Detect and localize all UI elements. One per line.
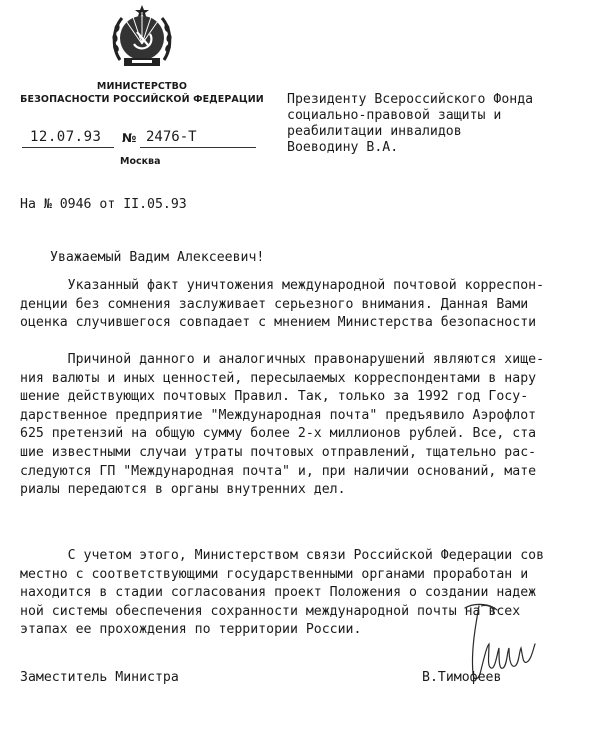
- text-line: этапах ее прохождения по территории России.: [20, 622, 362, 638]
- text-line: дарственное предприятие "Международная почта" предъявило Аэрофлот: [20, 407, 537, 423]
- addressee-line: Президенту Всероссийского Фонда: [287, 92, 534, 107]
- text-line: риалы передаются в органы внутренних дел.: [20, 482, 346, 498]
- rsfsr-coat-of-arms-icon: [110, 4, 174, 72]
- paragraph-2: [20, 351, 590, 500]
- text-line: находится в стадии согласования проект Положения о создании надеж: [20, 585, 537, 601]
- signatory-title: Заместитель Министра: [20, 670, 179, 685]
- ministry-name: [10, 80, 274, 106]
- addressee-line: реабилитации инвалидов: [287, 124, 462, 139]
- text-line: местно с соответствующими государственными органами проработан и: [20, 566, 529, 582]
- text-line: 625 претензий на общую сумму более 2-х миллионов рублей. Все, ста: [20, 426, 537, 442]
- text-line: Указанный факт уничтожения международной почтовой корреспон-: [20, 278, 545, 293]
- text-line: Причиной данного и аналогичных правонарушений являются хище-: [20, 352, 545, 367]
- city-label: Москва: [120, 156, 161, 167]
- greeting: Уважаемый Вадим Алексеевич!: [50, 250, 265, 265]
- reference-line: На № 0946 от II.05.93: [20, 197, 187, 212]
- text-line: следуются ГП "Международная почта" и, при наличии оснований, мате: [20, 463, 537, 479]
- addressee-block: [287, 92, 533, 156]
- addressee-line: социально-правовой защиты и: [287, 108, 502, 123]
- number-underline: [140, 147, 256, 148]
- text-line: оценка случившегося совпадает с мнением Министерства безопасности: [20, 315, 537, 331]
- text-line: ной системы обеспечения сохранности международной почты на всех: [20, 603, 521, 619]
- addressee-name: Воеводину В.А.: [287, 140, 399, 155]
- letter-number: 2476-Т: [146, 129, 197, 145]
- text-line: шение действующих почтовых Правил. Так, только за 1992 год Госу-: [20, 389, 529, 405]
- date-underline: [22, 147, 114, 148]
- registration-block: [22, 127, 272, 151]
- ministry-name-line2: БЕЗОПАСНОСТИ РОССИЙСКОЙ ФЕДЕРАЦИИ: [20, 94, 264, 105]
- text-line: шие известными случаи утраты почтовых отправлений, тщательно рас-: [20, 444, 537, 460]
- signatory-name: В.Тимофеев: [422, 670, 502, 685]
- text-line: С учетом этого, Министерством связи Российской Федерации сов: [20, 548, 545, 563]
- letter-date: 12.07.93: [30, 129, 102, 145]
- text-line: ния валюты и иных ценностей, пересылаемых корреспондентами в нару: [20, 370, 537, 386]
- number-sign: №: [122, 131, 137, 145]
- ministry-name-line1: МИНИСТЕРСТВО: [96, 81, 188, 92]
- text-line: денции без сомнения заслуживает серьезного внимания. Данная Вами: [20, 296, 529, 312]
- paragraph-1: [20, 277, 590, 333]
